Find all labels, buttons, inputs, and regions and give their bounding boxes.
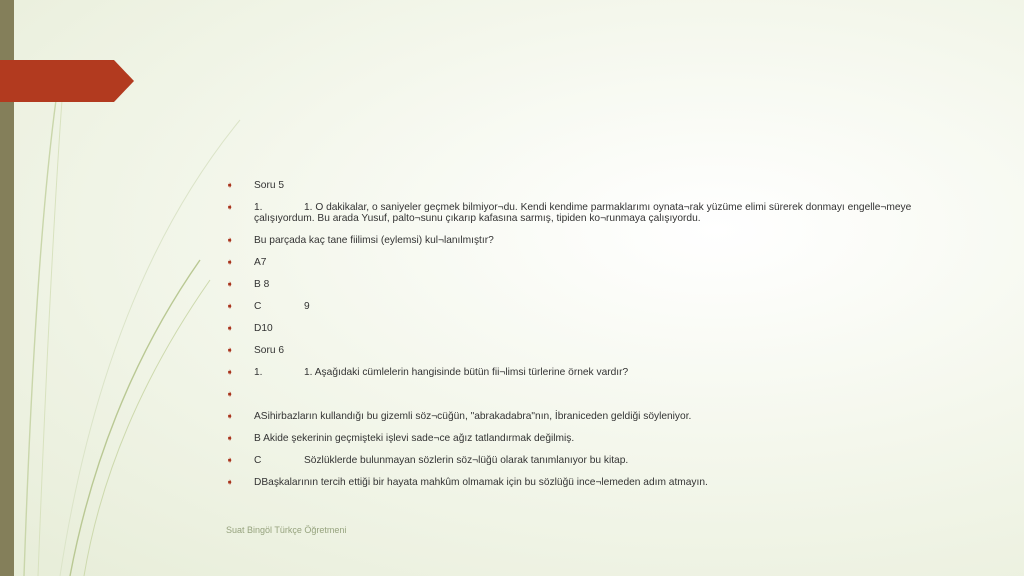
- list-item-text: A7: [254, 257, 267, 268]
- list-item: [226, 411, 946, 422]
- list-item-text: B 8: [254, 279, 270, 290]
- arrow-bullet-icon: ➧: [226, 257, 234, 267]
- accent-arrow-shape: [0, 60, 134, 102]
- list-item: [226, 455, 946, 466]
- list-item-text: Soru 5: [254, 180, 285, 191]
- arrow-bullet-icon: ➧: [226, 411, 234, 421]
- arrow-bullet-icon: ➧: [226, 389, 234, 399]
- list-item: [226, 257, 946, 268]
- bullet-list: [226, 180, 946, 499]
- list-item-text: Bu parçada kaç tane fiilimsi (eylemsi) kul¬lanılmıştır?: [254, 235, 494, 246]
- list-item-text: D10: [254, 323, 273, 334]
- list-item-text: C: [254, 455, 262, 466]
- list-item: [226, 323, 946, 334]
- list-item: [226, 345, 946, 356]
- arrow-bullet-icon: ➧: [226, 323, 234, 333]
- list-item-text: Soru 6: [254, 345, 285, 356]
- arrow-bullet-icon: ➧: [226, 301, 234, 311]
- arrow-bullet-icon: ➧: [226, 367, 234, 377]
- list-item: [226, 301, 946, 312]
- list-item-text: DBaşkalarının tercih ettiği bir hayata mahkûm olmamak için bu sözlüğü ince¬lemeden adım atmayın.: [254, 477, 708, 488]
- arrow-bullet-icon: ➧: [226, 202, 234, 212]
- list-item-text-continued: 1. Aşağıdaki cümlelerin hangisinde bütün fii¬limsi türlerine örnek vardır?: [304, 367, 629, 378]
- list-item-text-continued: 9: [304, 301, 310, 312]
- list-item: [226, 433, 946, 444]
- list-item-text: B Akide şekerinin geçmişteki işlevi sade¬ce ağız tatlandırmak değilmiş.: [254, 433, 575, 444]
- footer-author: Suat Bingöl Türkçe Öğretmeni: [226, 525, 347, 535]
- arrow-bullet-icon: ➧: [226, 279, 234, 289]
- list-item: [226, 180, 946, 191]
- list-item-text-continued: Sözlüklerde bulunmayan sözlerin söz¬lüğü olarak tanımlanıyor bu kitap.: [304, 455, 629, 466]
- list-item: [226, 202, 946, 224]
- arrow-bullet-icon: ➧: [226, 180, 234, 190]
- arrow-bullet-icon: ➧: [226, 455, 234, 465]
- list-item-text: ASihirbazların kullandığı bu gizemli söz¬cüğün, "abrakadabra"nın, İbraniceden geldiği söyleniyor.: [254, 411, 692, 422]
- list-item: [226, 279, 946, 290]
- list-item: [226, 367, 946, 378]
- list-item: [226, 389, 946, 400]
- list-item-text: 1.: [254, 367, 263, 378]
- list-item-text: C: [254, 301, 262, 312]
- list-item-text: 1.: [254, 202, 263, 213]
- list-item: [226, 477, 946, 488]
- arrow-bullet-icon: ➧: [226, 433, 234, 443]
- list-item-text-continued: 1. O dakikalar, o saniyeler geçmek bilmiyor¬du. Kendi kendime parmaklarımı oynata¬rak yüzüme elimi sürerek donmayı engelle¬meye çalışıyordum. Bu arada Yusuf, palto¬sunu çıkarıp kafasına sarmış, tipiden ko¬runmaya çalışıyordu.: [254, 202, 912, 224]
- arrow-bullet-icon: ➧: [226, 345, 234, 355]
- arrow-bullet-icon: ➧: [226, 477, 234, 487]
- arrow-bullet-icon: ➧: [226, 235, 234, 245]
- list-item: [226, 235, 946, 246]
